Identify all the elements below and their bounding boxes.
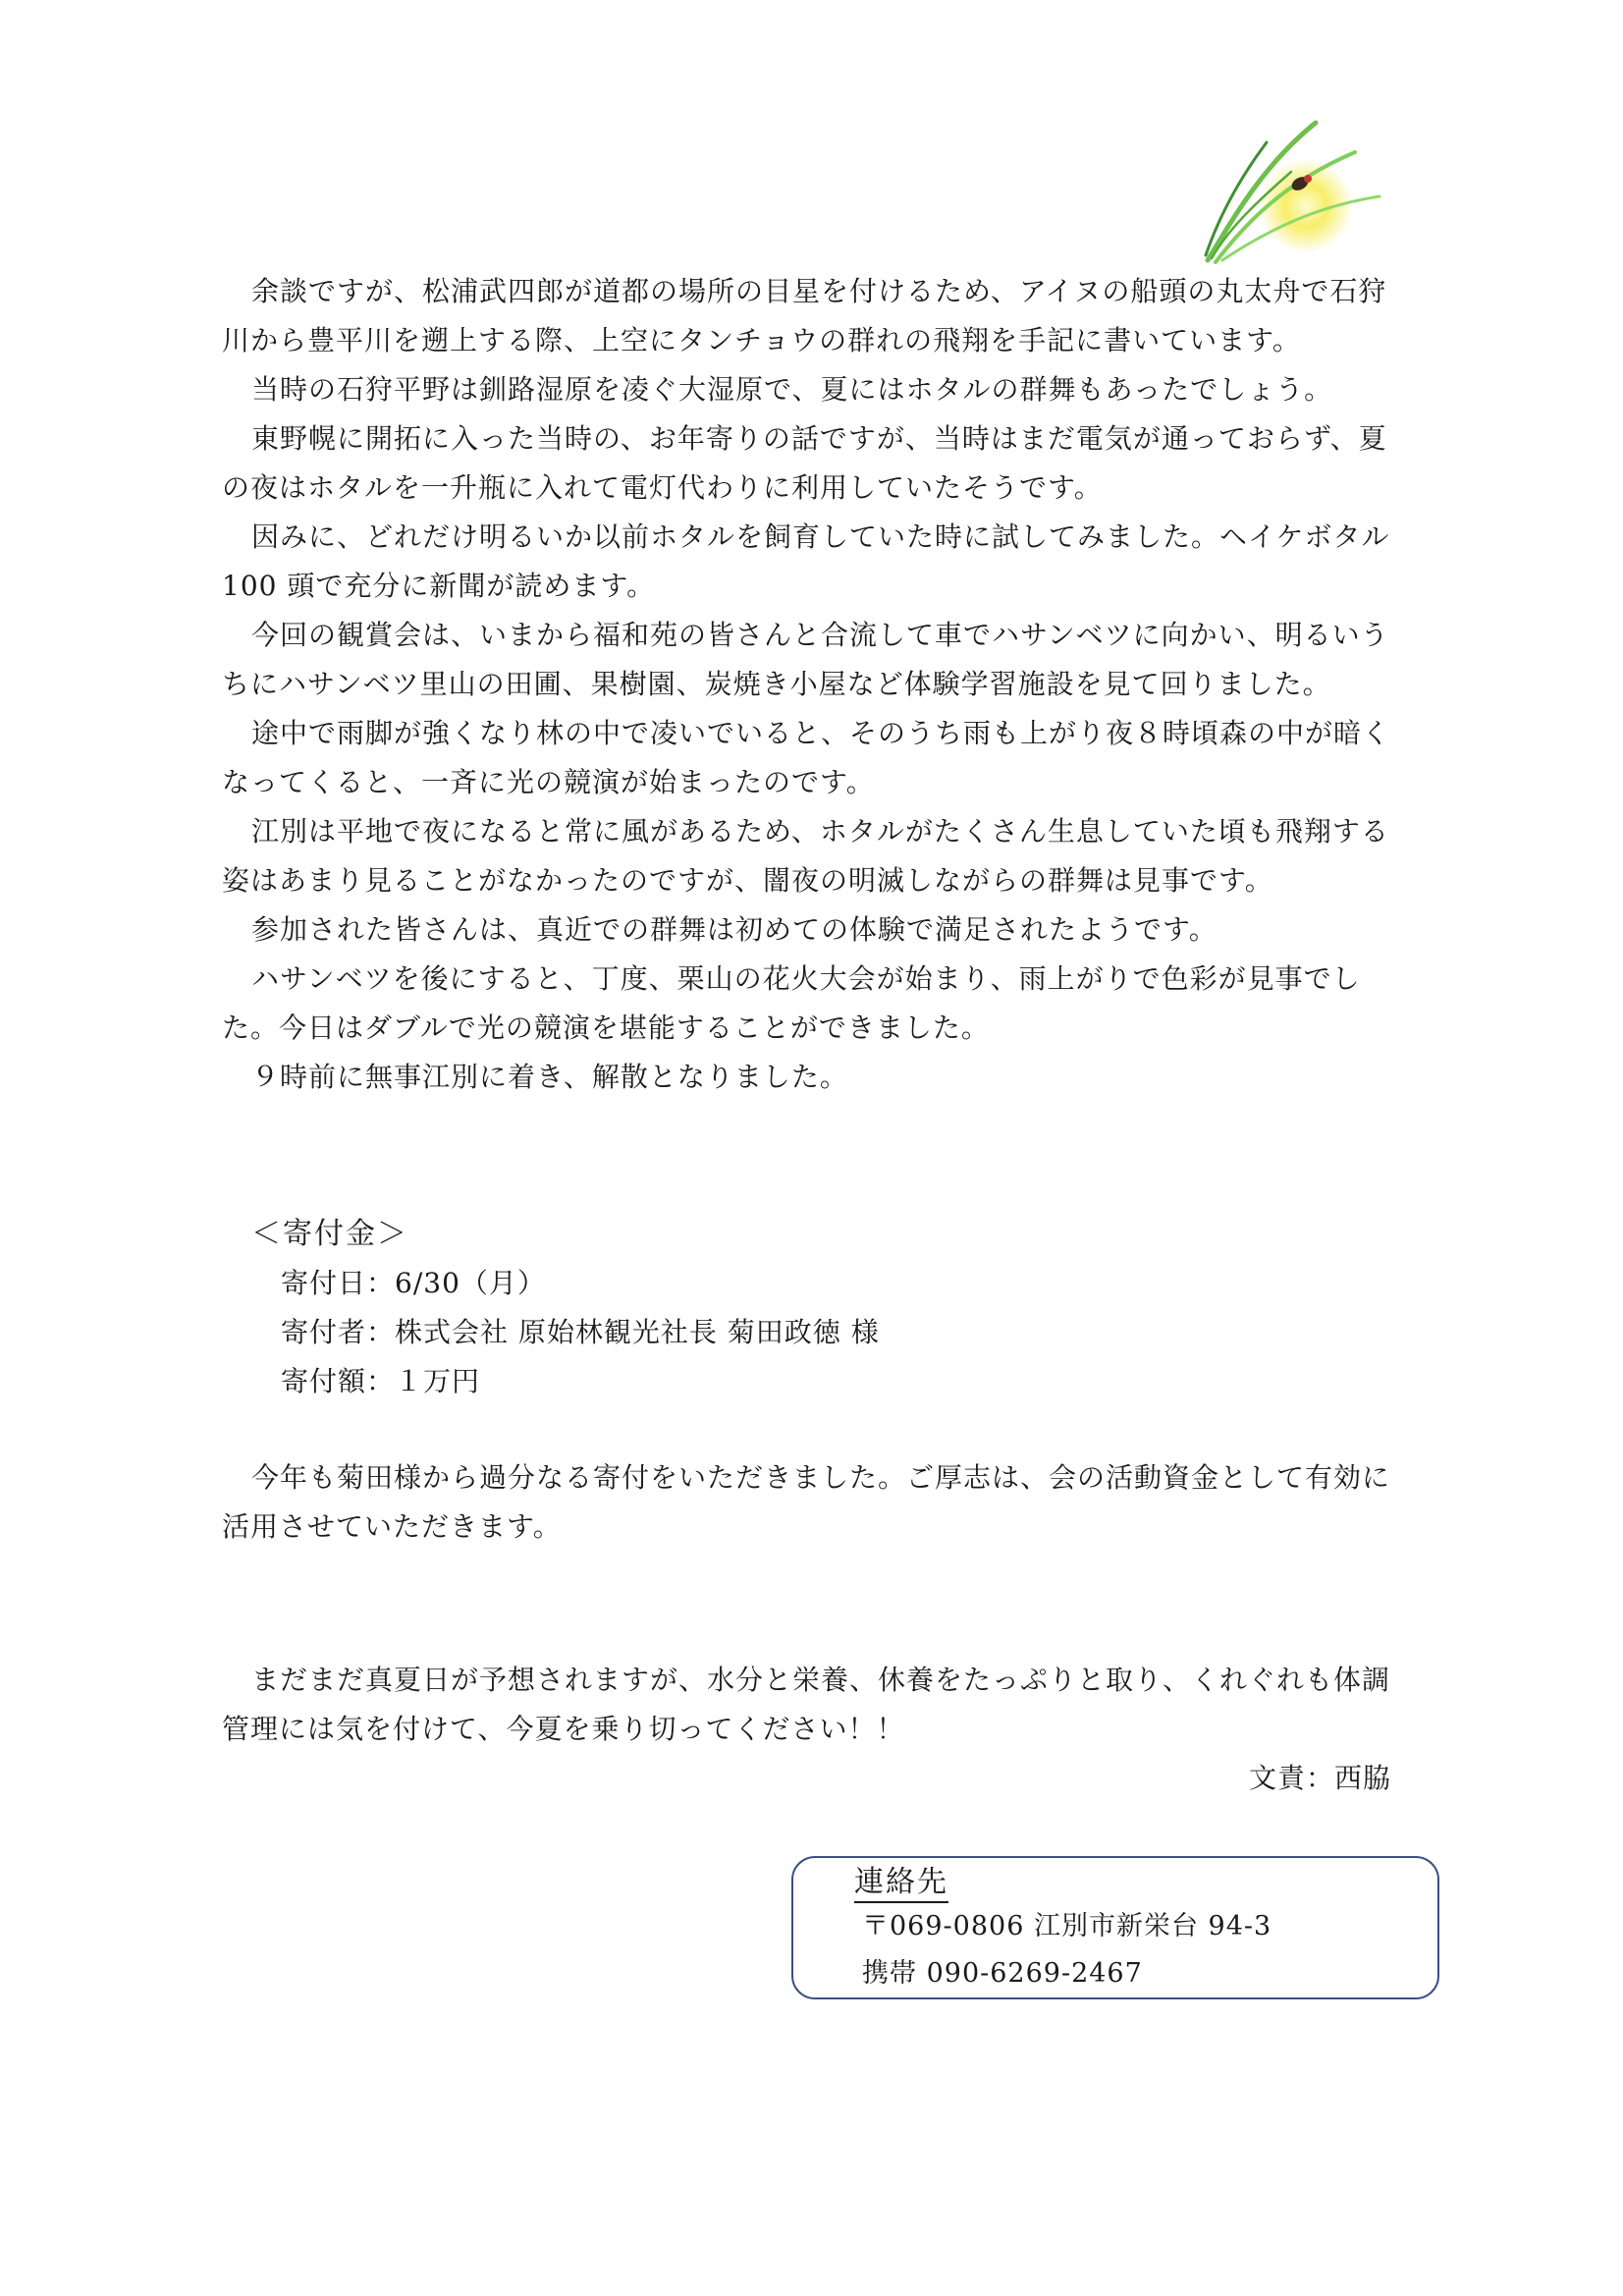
donation-heading: ＜寄付金＞ <box>251 1217 408 1251</box>
paragraph-brightness-test: 因みに、どれだけ明るいか以前ホタルを飼育していた時に試してみました。ヘイケボタル 100 頭で充分に新聞が読めます。 <box>222 520 1400 602</box>
thanks-section <box>222 1453 1400 1552</box>
main-body-text <box>222 267 1400 1102</box>
donation-section <box>251 1210 1233 1406</box>
paragraph-matsuura: 余談ですが、松浦武四郎が道都の場所の目星を付けるため、アイヌの船頭の丸太舟で石狩川から豊平川を遡上する際、上空にタンチョウの群れの飛翔を手記に書いています。 <box>222 275 1387 356</box>
closing-section <box>222 1656 1400 1754</box>
donation-date: 寄付日：6/30（月） <box>281 1267 546 1299</box>
thanks-paragraph: 今年も菊田様から過分なる寄付をいただきました。ご厚志は、会の活動資金として有効に活用させていただきます。 <box>222 1461 1391 1543</box>
paragraph-ishikari-plain: 当時の石狩平野は釧路湿原を凌ぐ大湿原で、夏にはホタルの群舞もあったでしょう。 <box>251 373 1333 406</box>
paragraph-ebetsu-wind: 江別は平地で夜になると常に風があるため、ホタルがたくさん生息していた頃も飛翔する姿はあまり見ることがなかったのですが、闇夜の明滅しながらの群舞は見事です。 <box>222 815 1389 897</box>
contact-address: 〒069-0806 江別市新栄台 94-3 <box>862 1911 1272 1941</box>
paragraph-rain: 途中で雨脚が強くなり林の中で凌いでいると、そのうち雨も上がり夜８時頃森の中が暗くなってくると、一斉に光の競演が始まったのです。 <box>222 717 1391 798</box>
firefly-icon <box>1198 113 1384 270</box>
paragraph-fireworks: ハサンベツを後にすると、丁度、栗山の花火大会が始まり、雨上がりで色彩が見事でした。今日はダブルで光の競演を堪能することができました。 <box>222 962 1361 1044</box>
paragraph-higashi-nopporo: 東野幌に開拓に入った当時の、お年寄りの話ですが、当時はまだ電気が通っておらず、夏の夜はホタルを一升瓶に入れて電灯代わりに利用していたそうです。 <box>222 422 1387 504</box>
donation-donor: 寄付者：株式会社 原始林観光社長 菊田政徳 様 <box>281 1316 880 1348</box>
author-credit: 文責：西脇 <box>1248 1762 1391 1794</box>
contact-phone: 携帯 090-6269-2467 <box>862 1958 1143 1989</box>
paragraph-viewing-event: 今回の観賞会は、いまから福和苑の皆さんと合流して車でハサンベツに向かい、明るいうちにハサンベツ里山の田圃、果樹園、炭焼き小屋など体験学習施設を見て回りました。 <box>222 619 1389 700</box>
contact-box <box>791 1856 1439 1999</box>
donation-amount: 寄付額：１万円 <box>281 1365 481 1397</box>
closing-paragraph: まだまだ真夏日が予想されますが、水分と栄養、休養をたっぷりと取り、くれぐれも体調管理には気を付けて、今夏を乗り切ってください！！ <box>222 1664 1391 1745</box>
contact-title: 連絡先 <box>854 1864 948 1903</box>
paragraph-dismissal: ９時前に無事江別に着き、解散となりました。 <box>251 1061 848 1093</box>
paragraph-participants: 参加された皆さんは、真近での群舞は初めての体験で満足されたようです。 <box>251 913 1217 946</box>
firefly-grass-illustration <box>1198 113 1384 270</box>
